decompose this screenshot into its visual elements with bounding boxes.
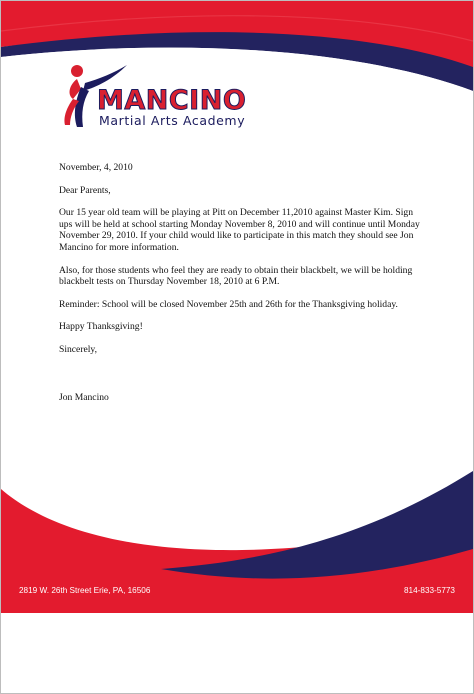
footer-phone: 814-833-5773 [404, 586, 455, 595]
letter-closing: Sincerely, [59, 343, 98, 355]
brand-name: MANCINO [97, 85, 247, 116]
letter-body [59, 162, 421, 414]
footer-address: 2819 W. 26th Street Erie, PA, 16506 [19, 586, 151, 595]
letter-salutation: Dear Parents, [59, 184, 111, 196]
letter-signature: Jon Mancino [59, 391, 109, 403]
letter-paragraph: Happy Thanksgiving! [59, 321, 143, 333]
letter-date: November, 4, 2010 [59, 162, 133, 173]
letter-paragraph: Also, for those students who feel they are ready to obtain their blackbelt, we will be holding blackbelt tests on Thursday November 18, 2010 at 6 P.M. [59, 264, 413, 288]
brand-tagline: Martial Arts Academy [99, 113, 246, 128]
letter-paragraph: Reminder: School will be closed November 25th and 26th for the Thanksgiving holiday. [59, 298, 398, 310]
letter-paragraph: Our 15 year old team will be playing at Pitt on December 11,2010 against Master Kim. Sign ups will be held at school starting Monday November 8, 2010 and will continue until Monday November 29, 2010. If your child would like to participate in this match they should see Jon Mancino for more information. [59, 207, 420, 253]
footer-bottom-white [1, 613, 473, 693]
